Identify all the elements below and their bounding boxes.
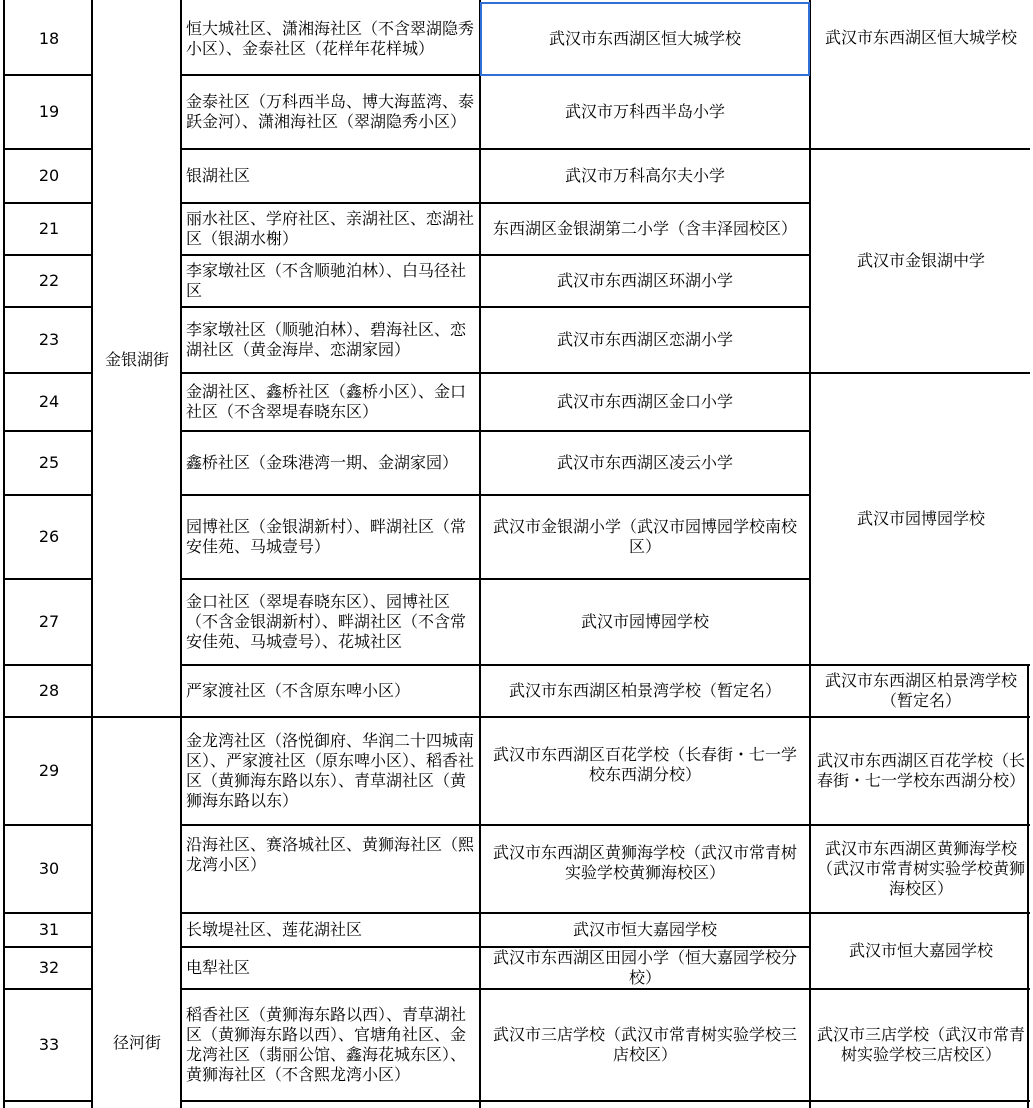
grid-line bbox=[180, 664, 1030, 666]
row-number[interactable]: 21 bbox=[38, 219, 60, 238]
primary-school[interactable]: 武汉市万科高尔夫小学 bbox=[564, 166, 725, 185]
row-number[interactable]: 20 bbox=[38, 166, 60, 185]
primary-school[interactable]: 武汉市万科西半岛小学 bbox=[564, 102, 725, 121]
street-name: 径河街 bbox=[112, 1033, 161, 1052]
street-cell-jinyinhu[interactable] bbox=[94, 4, 180, 716]
grid-line bbox=[180, 912, 1030, 914]
grid-line bbox=[180, 372, 1030, 374]
grid-line bbox=[3, 202, 91, 204]
grid-line bbox=[180, 306, 811, 308]
community-area[interactable]: 金龙湾社区（洛悦御府、华润二十四城南区）、严家渡社区（原东啤小区）、稻香社区（黄狮海东路以东）、青草湖社区（黄狮海东路以东） bbox=[186, 731, 475, 810]
grid-line bbox=[180, 430, 811, 432]
grid-line bbox=[3, 912, 91, 914]
grid-line bbox=[1027, 666, 1029, 1108]
primary-school[interactable]: 武汉市金银湖小学（武汉市园博园学校南校区） bbox=[492, 517, 797, 556]
row-number[interactable]: 29 bbox=[38, 761, 60, 780]
grid-line bbox=[809, 0, 811, 1108]
grid-line bbox=[3, 254, 91, 256]
grid-line bbox=[3, 988, 91, 990]
community-area[interactable]: 李家墩社区（顺驰泊林）、碧海社区、恋湖社区（黄金海岸、恋湖家园） bbox=[186, 320, 467, 359]
primary-school[interactable]: 武汉市东西湖区金口小学 bbox=[556, 392, 733, 411]
grid-line bbox=[3, 306, 91, 308]
community-area[interactable]: 丽水社区、学府社区、亲湖社区、恋湖社区（银湖水榭） bbox=[186, 209, 475, 248]
middle-school[interactable]: 武汉市东西湖区百花学校（长春街・七一学校东西湖分校） bbox=[816, 751, 1025, 790]
community-area[interactable]: 鑫桥社区（金珠港湾一期、金湖家园） bbox=[186, 453, 459, 472]
row-number[interactable]: 25 bbox=[38, 453, 60, 472]
middle-school[interactable]: 武汉市金银湖中学 bbox=[856, 251, 985, 270]
grid-line bbox=[3, 946, 91, 948]
street-name: 金银湖街 bbox=[104, 350, 169, 369]
row-number[interactable]: 18 bbox=[38, 29, 60, 48]
community-area[interactable]: 金湖社区、鑫桥社区（鑫桥小区）、金口社区（不含翠堤春晓东区） bbox=[186, 382, 467, 421]
primary-school[interactable]: 武汉市东西湖区恒大城学校 bbox=[548, 29, 741, 48]
community-area[interactable]: 金泰社区（万科西半岛、博大海蓝湾、泰跃金河）、潇湘海社区（翠湖隐秀小区） bbox=[186, 92, 475, 131]
row-number[interactable]: 28 bbox=[38, 681, 60, 700]
grid-line bbox=[3, 430, 91, 432]
middle-school[interactable]: 武汉市园博园学校 bbox=[856, 509, 985, 528]
community-area[interactable]: 长墩堤社区、莲花湖社区 bbox=[186, 920, 363, 939]
primary-school[interactable]: 武汉市东西湖区环湖小学 bbox=[556, 271, 733, 290]
grid-line bbox=[180, 946, 811, 948]
community-area[interactable]: 电犁社区 bbox=[186, 958, 251, 977]
grid-line bbox=[180, 1100, 1030, 1102]
primary-school[interactable]: 武汉市园博园学校 bbox=[580, 612, 709, 631]
grid-line bbox=[91, 0, 93, 1108]
row-number[interactable]: 22 bbox=[38, 271, 60, 290]
community-area[interactable]: 园博社区（金银湖新村）、畔湖社区（常安佳苑、马城壹号） bbox=[186, 517, 467, 556]
middle-school[interactable]: 武汉市东西湖区恒大城学校 bbox=[824, 28, 1017, 47]
row-number[interactable]: 19 bbox=[38, 102, 60, 121]
community-area[interactable]: 严家渡社区（不含原东啤小区） bbox=[186, 681, 411, 700]
primary-school[interactable]: 武汉市东西湖区田园小学（恒大嘉园学校分校） bbox=[492, 948, 797, 987]
grid-line bbox=[3, 716, 1030, 718]
primary-school[interactable]: 武汉市东西湖区凌云小学 bbox=[556, 453, 733, 472]
community-area[interactable]: 银湖社区 bbox=[186, 166, 251, 185]
row-number[interactable]: 32 bbox=[38, 958, 60, 977]
row-number[interactable]: 30 bbox=[38, 859, 60, 878]
middle-school[interactable]: 武汉市恒大嘉园学校 bbox=[848, 941, 993, 960]
community-area[interactable]: 李家墩社区（不含顺驰泊林）、白马径社区 bbox=[186, 261, 467, 300]
community-area[interactable]: 恒大城社区、潇湘海社区（不含翠湖隐秀小区）、金泰社区（花样年花样城） bbox=[186, 19, 475, 58]
grid-line bbox=[180, 202, 811, 204]
middle-school[interactable]: 武汉市三店学校（武汉市常青树实验学校三店校区） bbox=[816, 1025, 1025, 1064]
community-area[interactable]: 稻香社区（黄狮海东路以西）、青草湖社区（黄狮海东路以西）、官塘角社区、金龙湾社区（翡丽公馆、鑫海花城东区）、黄狮海社区（不含熙龙湾小区） bbox=[186, 1005, 467, 1084]
primary-school[interactable]: 武汉市恒大嘉园学校 bbox=[572, 920, 717, 939]
grid-line bbox=[180, 148, 1030, 150]
row-number[interactable]: 33 bbox=[38, 1035, 60, 1054]
grid-line bbox=[180, 578, 811, 580]
grid-line bbox=[180, 494, 811, 496]
cell-selection-outline bbox=[480, 2, 810, 76]
grid-line bbox=[3, 0, 5, 1108]
primary-school[interactable]: 武汉市东西湖区百花学校（长春街・七一学校东西湖分校） bbox=[492, 745, 797, 784]
grid-line bbox=[3, 578, 91, 580]
grid-line bbox=[3, 74, 91, 76]
street-cell-jinghe[interactable] bbox=[94, 718, 180, 1108]
row-number[interactable]: 23 bbox=[38, 330, 60, 349]
community-area[interactable]: 金口社区（翠堤春晓东区）、园博社区（不含金银湖新村）、畔湖社区（不含常安佳苑、马城壹号）、花城社区 bbox=[186, 592, 467, 651]
row-number[interactable]: 31 bbox=[38, 920, 60, 939]
grid-line bbox=[180, 824, 1030, 826]
middle-school[interactable]: 武汉市东西湖区黄狮海学校（武汉市常青树实验学校黄狮海校区） bbox=[816, 839, 1025, 898]
grid-line bbox=[3, 824, 91, 826]
grid-line bbox=[180, 988, 1030, 990]
middle-school[interactable]: 武汉市东西湖区柏景湾学校（暂定名） bbox=[824, 671, 1017, 710]
grid-line bbox=[3, 148, 91, 150]
grid-line bbox=[479, 0, 481, 1108]
row-number[interactable]: 24 bbox=[38, 392, 60, 411]
grid-line bbox=[3, 372, 91, 374]
primary-school[interactable]: 武汉市东西湖区黄狮海学校（武汉市常青树实验学校黄狮海校区） bbox=[492, 843, 797, 882]
primary-school[interactable]: 东西湖区金银湖第二小学（含丰泽园校区） bbox=[492, 219, 797, 238]
primary-school[interactable]: 武汉市三店学校（武汉市常青树实验学校三店校区） bbox=[492, 1025, 797, 1064]
grid-line bbox=[180, 254, 811, 256]
grid-line bbox=[3, 494, 91, 496]
primary-school[interactable]: 武汉市东西湖区恋湖小学 bbox=[556, 330, 733, 349]
primary-school[interactable]: 武汉市东西湖区柏景湾学校（暂定名） bbox=[508, 681, 781, 700]
grid-line bbox=[180, 0, 182, 1108]
row-number[interactable]: 26 bbox=[38, 527, 60, 546]
community-area[interactable]: 沿海社区、赛洛城社区、黄狮海社区（熙龙湾小区） bbox=[186, 835, 475, 874]
grid-line bbox=[3, 1100, 91, 1102]
grid-line bbox=[3, 664, 91, 666]
row-number[interactable]: 27 bbox=[38, 612, 60, 631]
